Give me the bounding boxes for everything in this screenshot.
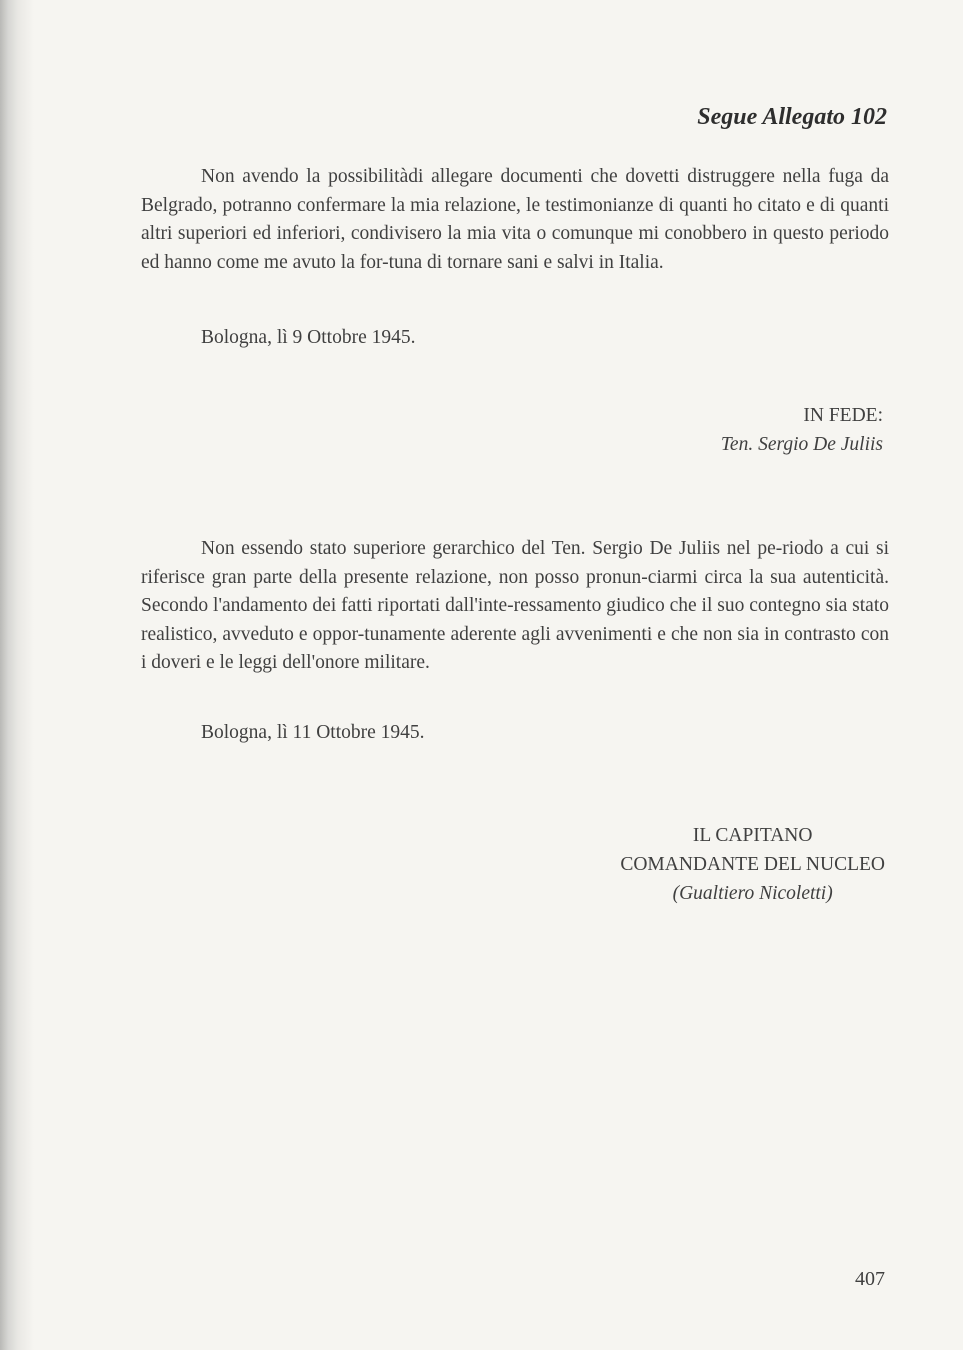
- page-number: 407: [855, 1268, 885, 1290]
- signature-2-line-2: COMANDANTE DEL NUCLEO: [620, 854, 885, 875]
- page-header: Segue Allegato 102: [697, 104, 887, 130]
- paragraph-1: Non avendo la possibilitàdi allegare documenti che dovetti distruggere nella fuga da Belgrado, potranno confermare la mia relazione, le testimonianze di quanti ho citato e di quanti altri superiori ed inferiori, condivisero la mia vita o comunque mi conobbero in questo periodo ed hanno come me avuto la for-tuna di tornare sani e salvi in Italia.: [141, 166, 889, 273]
- signature-1-name: Ten. Sergio De Juliis: [720, 434, 883, 455]
- signature-2-name: (Gualtiero Nicoletti): [672, 883, 833, 904]
- scan-edge-shadow: [0, 0, 34, 1350]
- signature-1-line-1: IN FEDE:: [803, 405, 883, 426]
- signature-block-1: [721, 401, 883, 459]
- signature-block-2: [620, 821, 885, 908]
- date-line-1: Bologna, lì 9 Ottobre 1945.: [201, 327, 416, 348]
- signature-2-line-1: IL CAPITANO: [692, 825, 813, 846]
- date-line-2: Bologna, lì 11 Ottobre 1945.: [201, 722, 425, 743]
- paragraph-2: Non essendo stato superiore gerarchico del Ten. Sergio De Juliis nel pe-riodo a cui si riferisce gran parte della presente relazione, non posso pronun-ciarmi circa la sua autenticità. Secondo l'andamento dei fatti riportati dall'inte-ressamento giudico che il suo contegno sia stato realistico, avveduto e oppor-tunamente aderente agli avvenimenti e che non sia in contrasto con i doveri e le leggi dell'onore militare.: [141, 538, 889, 673]
